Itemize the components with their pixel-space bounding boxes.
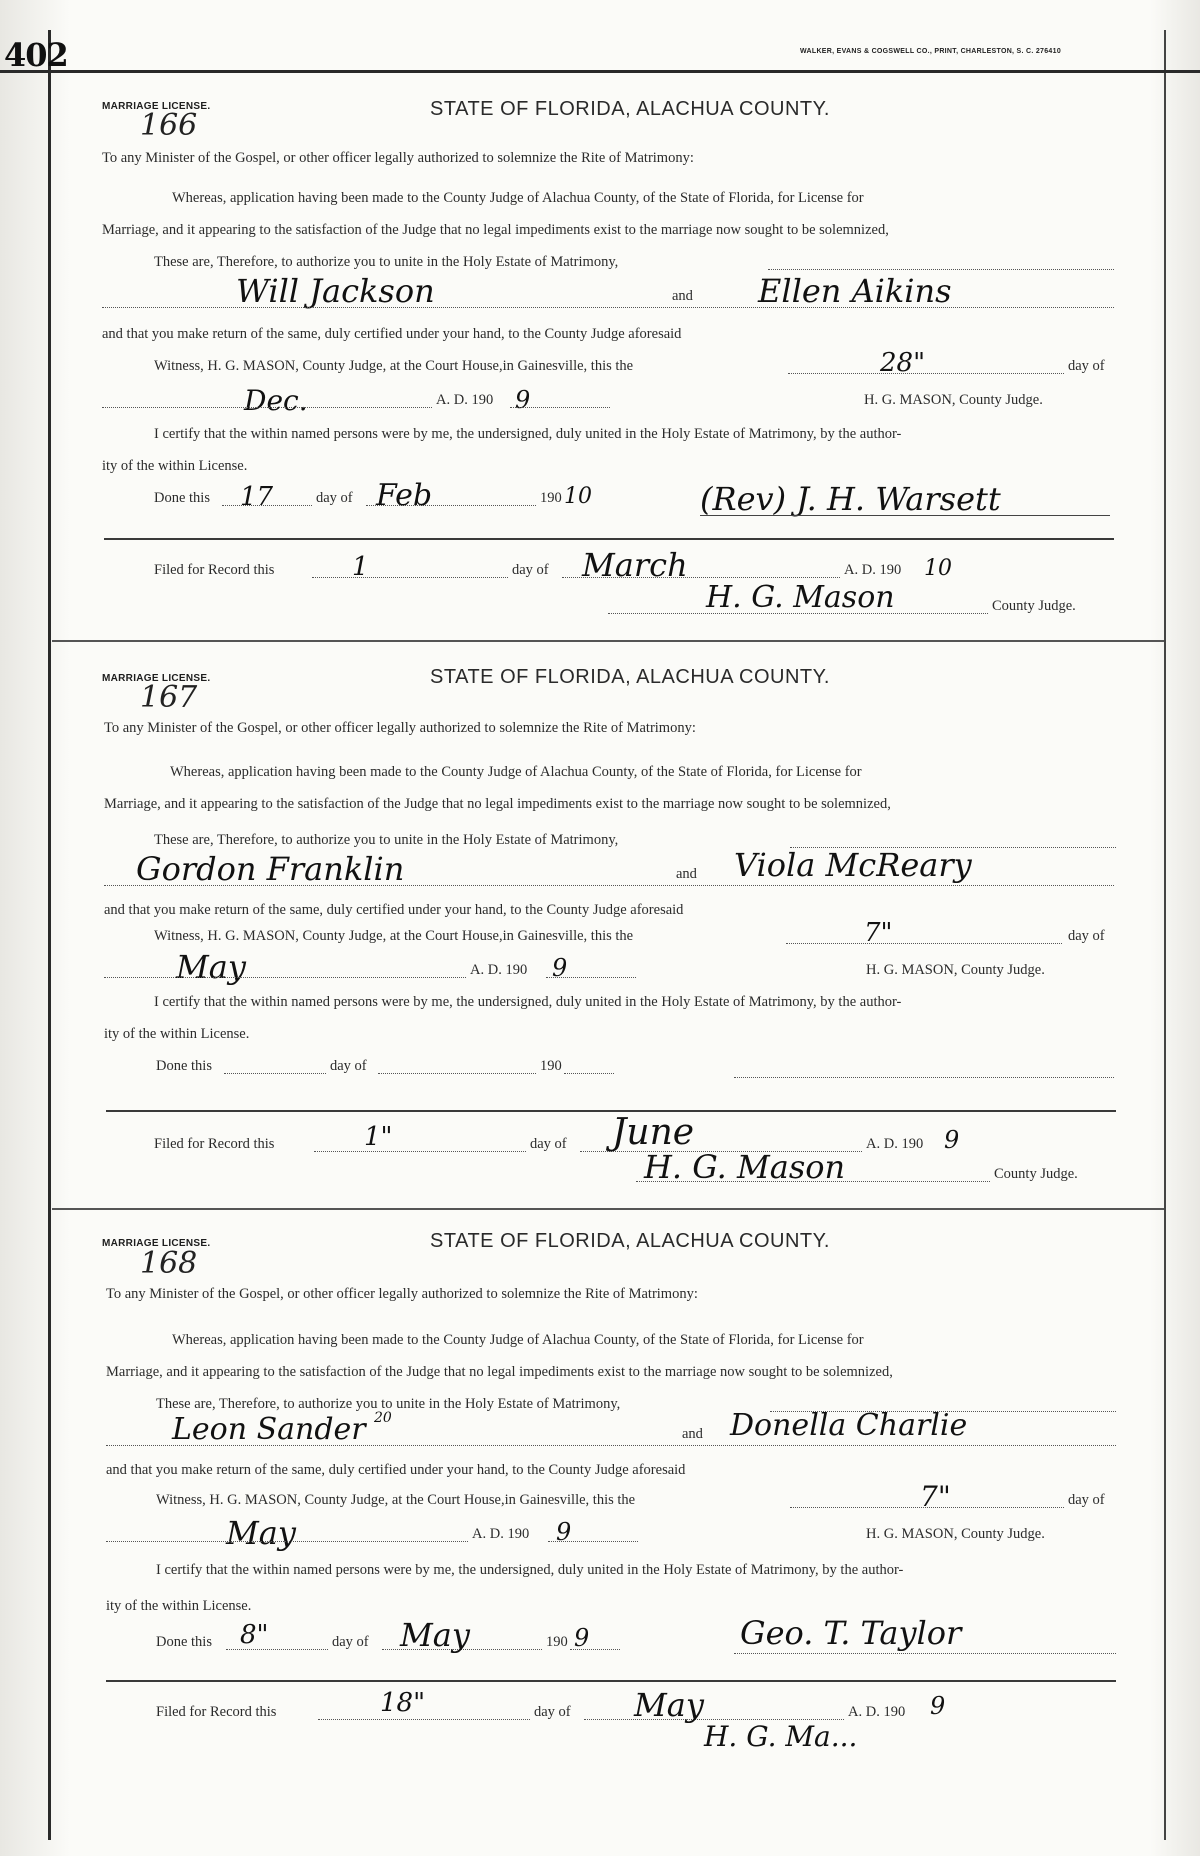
officiant-line xyxy=(734,1652,1116,1654)
officiant-signature: Geo. T. Taylor xyxy=(740,1614,962,1652)
return-line: and that you make return of the same, duly certified under your hand, to the County Judge aforesaid xyxy=(104,902,684,918)
filed-day-line xyxy=(318,1718,530,1720)
officiant-signature: (Rev) J. H. Warsett xyxy=(700,480,1001,518)
judge-signature: H. G. Mason xyxy=(644,1148,846,1186)
filed-label: Filed for Record this xyxy=(154,1136,275,1152)
top-rule xyxy=(0,70,1200,73)
judge-signature: H. G. Ma... xyxy=(704,1720,858,1753)
bride-name: Viola McReary xyxy=(734,846,972,884)
ity-line: ity of the within License. xyxy=(104,1026,250,1042)
witness-day-line xyxy=(786,942,1062,944)
day-of-label-2: day of xyxy=(330,1058,367,1074)
right-margin-line xyxy=(1164,30,1166,1840)
marriage-line: Marriage, and it appearing to the satisfaction of the Judge that no legal impediments exist to the marriage now sought to be solemnized, xyxy=(102,222,889,238)
witness-day: 7" xyxy=(864,918,893,948)
witness-year-line xyxy=(546,976,636,978)
ad-label-2: A. D. 190 xyxy=(866,1136,924,1152)
filed-day: 1 xyxy=(352,552,369,582)
witness-line: Witness, H. G. MASON, County Judge, at the Court House,in Gainesville, this the xyxy=(154,928,634,944)
certify-line: I certify that the within named persons were by me, the undersigned, duly united in the Holy Estate of Matrimony, by the author- xyxy=(156,1562,904,1578)
witness-month: May xyxy=(226,1514,296,1552)
done-month-line xyxy=(378,1072,536,1074)
license-separator xyxy=(52,640,1164,642)
ity-line: ity of the within License. xyxy=(102,458,248,474)
whereas-line: Whereas, application having been made to the County Judge of Alachua County, of the State of Florida, for License for xyxy=(172,1332,864,1348)
names-line xyxy=(102,306,1114,308)
page-number: 402 xyxy=(4,36,68,74)
bride-name: Donella Charlie xyxy=(730,1408,968,1443)
address-line: To any Minister of the Gospel, or other officer legally authorized to solemnize the Rite of Matrimony: xyxy=(106,1286,698,1302)
section-rule xyxy=(104,538,1114,540)
done-day-line xyxy=(224,1072,326,1074)
license-label: MARRIAGE LICENSE. xyxy=(102,101,211,112)
state-title: STATE OF FLORIDA, ALACHUA COUNTY. xyxy=(430,98,830,120)
judge-signature: H. G. Mason xyxy=(706,580,895,615)
filed-year: 9 xyxy=(944,1126,960,1154)
and-label: and xyxy=(676,866,697,882)
section-rule xyxy=(106,1110,1116,1112)
witness-line: Witness, H. G. MASON, County Judge, at the Court House,in Gainesville, this the xyxy=(156,1492,636,1508)
filed-day-line xyxy=(314,1150,526,1152)
year-label: 190 xyxy=(540,1058,562,1074)
whereas-line: Whereas, application having been made to the County Judge of Alachua County, of the State of Florida, for License for xyxy=(170,764,862,780)
these-are-line: These are, Therefore, to authorize you to unite in the Holy Estate of Matrimony, xyxy=(156,1396,621,1412)
groom-name: Leon Sander xyxy=(172,1412,366,1447)
witness-year: 9 xyxy=(515,386,531,414)
done-day: 17 xyxy=(240,482,274,512)
witness-year-line xyxy=(510,406,610,408)
filed-day: 1" xyxy=(364,1122,393,1152)
witness-month-line xyxy=(106,1540,468,1542)
printer-imprint: WALKER, EVANS & COGSWELL CO., PRINT, CHARLESTON, S. C. 276410 xyxy=(800,48,1062,55)
section-rule xyxy=(106,1680,1116,1682)
filed-label: Filed for Record this xyxy=(156,1704,277,1720)
license-label: MARRIAGE LICENSE. xyxy=(102,673,211,684)
officiant-line xyxy=(700,514,1110,516)
groom-note: 20 xyxy=(374,1410,392,1426)
and-label: and xyxy=(682,1426,703,1442)
and-label: and xyxy=(672,288,693,304)
bride-name: Ellen Aikins xyxy=(758,272,952,310)
filed-day: 18" xyxy=(380,1688,426,1718)
filed-month: May xyxy=(634,1686,704,1724)
names-line xyxy=(104,884,1114,886)
these-are-line: These are, Therefore, to authorize you to unite in the Holy Estate of Matrimony, xyxy=(154,832,619,848)
day-of-label-3: day of xyxy=(534,1704,571,1720)
groom-name: Gordon Franklin xyxy=(136,850,405,888)
state-title: STATE OF FLORIDA, ALACHUA COUNTY. xyxy=(430,1230,830,1252)
filed-year: 9 xyxy=(930,1692,946,1720)
ad-label: A. D. 190 xyxy=(470,962,528,978)
done-day: 8" xyxy=(240,1620,269,1650)
ad-label-2: A. D. 190 xyxy=(848,1704,906,1720)
judge-label: H. G. MASON, County Judge. xyxy=(866,962,1045,978)
done-year-line xyxy=(570,1648,620,1650)
certify-line: I certify that the within named persons were by me, the undersigned, duly united in the Holy Estate of Matrimony, by the author- xyxy=(154,994,902,1010)
left-margin-line xyxy=(48,30,51,1840)
dotted-line xyxy=(768,268,1114,270)
witness-month-line xyxy=(104,976,466,978)
certify-line: I certify that the within named persons were by me, the undersigned, duly united in the Holy Estate of Matrimony, by the author- xyxy=(154,426,902,442)
names-line xyxy=(106,1444,1116,1446)
county-judge-label: County Judge. xyxy=(994,1166,1078,1182)
license-number: 166 xyxy=(140,108,198,143)
day-of-label-2: day of xyxy=(316,490,353,506)
address-line: To any Minister of the Gospel, or other officer legally authorized to solemnize the Rite of Matrimony: xyxy=(102,150,694,166)
witness-year-line xyxy=(548,1540,638,1542)
witness-month-line xyxy=(102,406,432,408)
judge-label: H. G. MASON, County Judge. xyxy=(866,1526,1045,1542)
whereas-line: Whereas, application having been made to the County Judge of Alachua County, of the State of Florida, for License for xyxy=(172,190,864,206)
witness-year: 9 xyxy=(552,954,568,982)
done-year: 9 xyxy=(574,1624,590,1652)
judge-sig-line xyxy=(608,612,988,614)
witness-month: May xyxy=(176,948,246,986)
marriage-line: Marriage, and it appearing to the satisfaction of the Judge that no legal impediments exist to the marriage now sought to be solemnized, xyxy=(106,1364,893,1380)
judge-sig-line xyxy=(636,1180,990,1182)
day-of-label: day of xyxy=(1068,358,1105,374)
year-label: 190 xyxy=(546,1634,568,1650)
return-line: and that you make return of the same, duly certified under your hand, to the County Judge aforesaid xyxy=(102,326,682,342)
day-of-label-3: day of xyxy=(530,1136,567,1152)
done-this-label: Done this xyxy=(154,490,210,506)
day-of-label: day of xyxy=(1068,1492,1105,1508)
done-year-line xyxy=(564,1072,614,1074)
filed-label: Filed for Record this xyxy=(154,562,275,578)
done-this-label: Done this xyxy=(156,1634,212,1650)
witness-day-line xyxy=(788,372,1064,374)
license-label: MARRIAGE LICENSE. xyxy=(102,1238,211,1249)
county-judge-label: County Judge. xyxy=(992,598,1076,614)
witness-day: 28" xyxy=(880,348,926,378)
witness-day: 7" xyxy=(920,1480,951,1513)
filed-day-line xyxy=(312,576,508,578)
day-of-label-2: day of xyxy=(332,1634,369,1650)
filed-month: June xyxy=(612,1112,695,1153)
witness-month: Dec. xyxy=(244,384,308,417)
license-separator xyxy=(52,1208,1164,1210)
license-number: 167 xyxy=(140,680,198,715)
day-of-label: day of xyxy=(1068,928,1105,944)
witness-line: Witness, H. G. MASON, County Judge, at the Court House,in Gainesville, this the xyxy=(154,358,634,374)
ad-label: A. D. 190 xyxy=(436,392,494,408)
officiant-line xyxy=(734,1076,1114,1078)
ad-label: A. D. 190 xyxy=(472,1526,530,1542)
done-month: May xyxy=(400,1616,470,1654)
filed-year: 10 xyxy=(924,556,952,581)
state-title: STATE OF FLORIDA, ALACHUA COUNTY. xyxy=(430,666,830,688)
filed-month: March xyxy=(582,546,688,584)
return-line: and that you make return of the same, duly certified under your hand, to the County Judge aforesaid xyxy=(106,1462,686,1478)
year-label: 190 xyxy=(540,490,562,506)
ad-label-2: A. D. 190 xyxy=(844,562,902,578)
witness-year: 9 xyxy=(556,1518,572,1546)
day-of-label-3: day of xyxy=(512,562,549,578)
groom-name: Will Jackson xyxy=(236,272,435,310)
license-number: 168 xyxy=(140,1246,198,1281)
done-this-label: Done this xyxy=(156,1058,212,1074)
ity-line: ity of the within License. xyxy=(106,1598,252,1614)
judge-label: H. G. MASON, County Judge. xyxy=(864,392,1043,408)
done-month: Feb xyxy=(376,478,433,513)
done-year: 10 xyxy=(564,484,592,509)
address-line: To any Minister of the Gospel, or other officer legally authorized to solemnize the Rite of Matrimony: xyxy=(104,720,696,736)
these-are-line: These are, Therefore, to authorize you to unite in the Holy Estate of Matrimony, xyxy=(154,254,619,270)
marriage-line: Marriage, and it appearing to the satisfaction of the Judge that no legal impediments exist to the marriage now sought to be solemnized, xyxy=(104,796,891,812)
